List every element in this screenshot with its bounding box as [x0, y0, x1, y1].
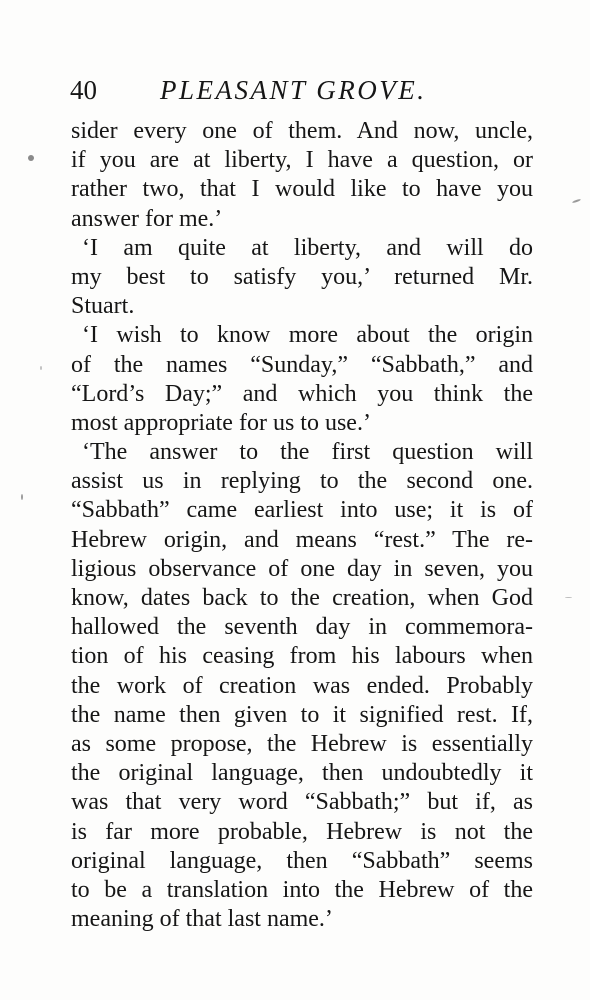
- page-header: [70, 70, 540, 110]
- body-text: [71, 117, 533, 934]
- text-line: “Lord’s Day;” and which you think the: [71, 380, 533, 407]
- text-line: my best to satisfy you,’ returned Mr.: [71, 263, 533, 290]
- paper-speck: [28, 155, 34, 161]
- text-line: know, dates back to the creation, when God: [71, 585, 533, 611]
- paper-speck: [21, 494, 23, 500]
- text-line: hallowed the seventh day in commemora-: [71, 614, 533, 641]
- text-line: assist us in replying to the second one.: [71, 468, 533, 495]
- text-line: the work of creation was ended. Probably: [71, 672, 533, 699]
- paper-speck: [565, 597, 572, 598]
- text-line: sider every one of them. And now, uncle,: [71, 118, 533, 144]
- text-line: ligious observance of one day in seven, you: [71, 555, 533, 582]
- text-line: the name then given to it signified rest. If,: [71, 701, 533, 728]
- page-number: 40: [70, 75, 97, 105]
- text-line: tion of his ceasing from his labours when: [71, 643, 533, 670]
- text-line: meaning of that last name.’: [71, 906, 333, 933]
- text-line: “Sabbath” came earliest into use; it is of: [71, 497, 533, 524]
- text-line: Stuart.: [71, 293, 135, 320]
- text-line: ‘I wish to know more about the origin: [82, 322, 533, 349]
- text-line: Hebrew origin, and means “rest.” The re-: [71, 526, 533, 553]
- text-line: to be a translation into the Hebrew of the: [71, 876, 533, 903]
- text-line: most appropriate for us to use.’: [71, 409, 371, 436]
- text-line: the original language, then undoubtedly it: [71, 760, 533, 787]
- text-line: answer for me.’: [71, 205, 223, 232]
- text-line: ‘The answer to the first question will: [82, 439, 533, 466]
- text-line: as some propose, the Hebrew is essentially: [71, 730, 533, 757]
- text-line: original language, then “Sabbath” seems: [71, 847, 533, 874]
- text-line: of the names “Sunday,” “Sabbath,” and: [71, 351, 533, 378]
- text-line: is far more probable, Hebrew is not the: [71, 818, 533, 845]
- paper-speck: [572, 199, 581, 204]
- text-line: if you are at liberty, I have a question, or: [71, 147, 533, 174]
- text-line: was that very word “Sabbath;” but if, as: [71, 789, 533, 816]
- text-line: ‘I am quite at liberty, and will do: [82, 234, 533, 261]
- text-line: rather two, that I would like to have you: [71, 176, 533, 203]
- paper-speck: [40, 366, 42, 370]
- running-title: PLEASANT GROVE.: [160, 75, 427, 105]
